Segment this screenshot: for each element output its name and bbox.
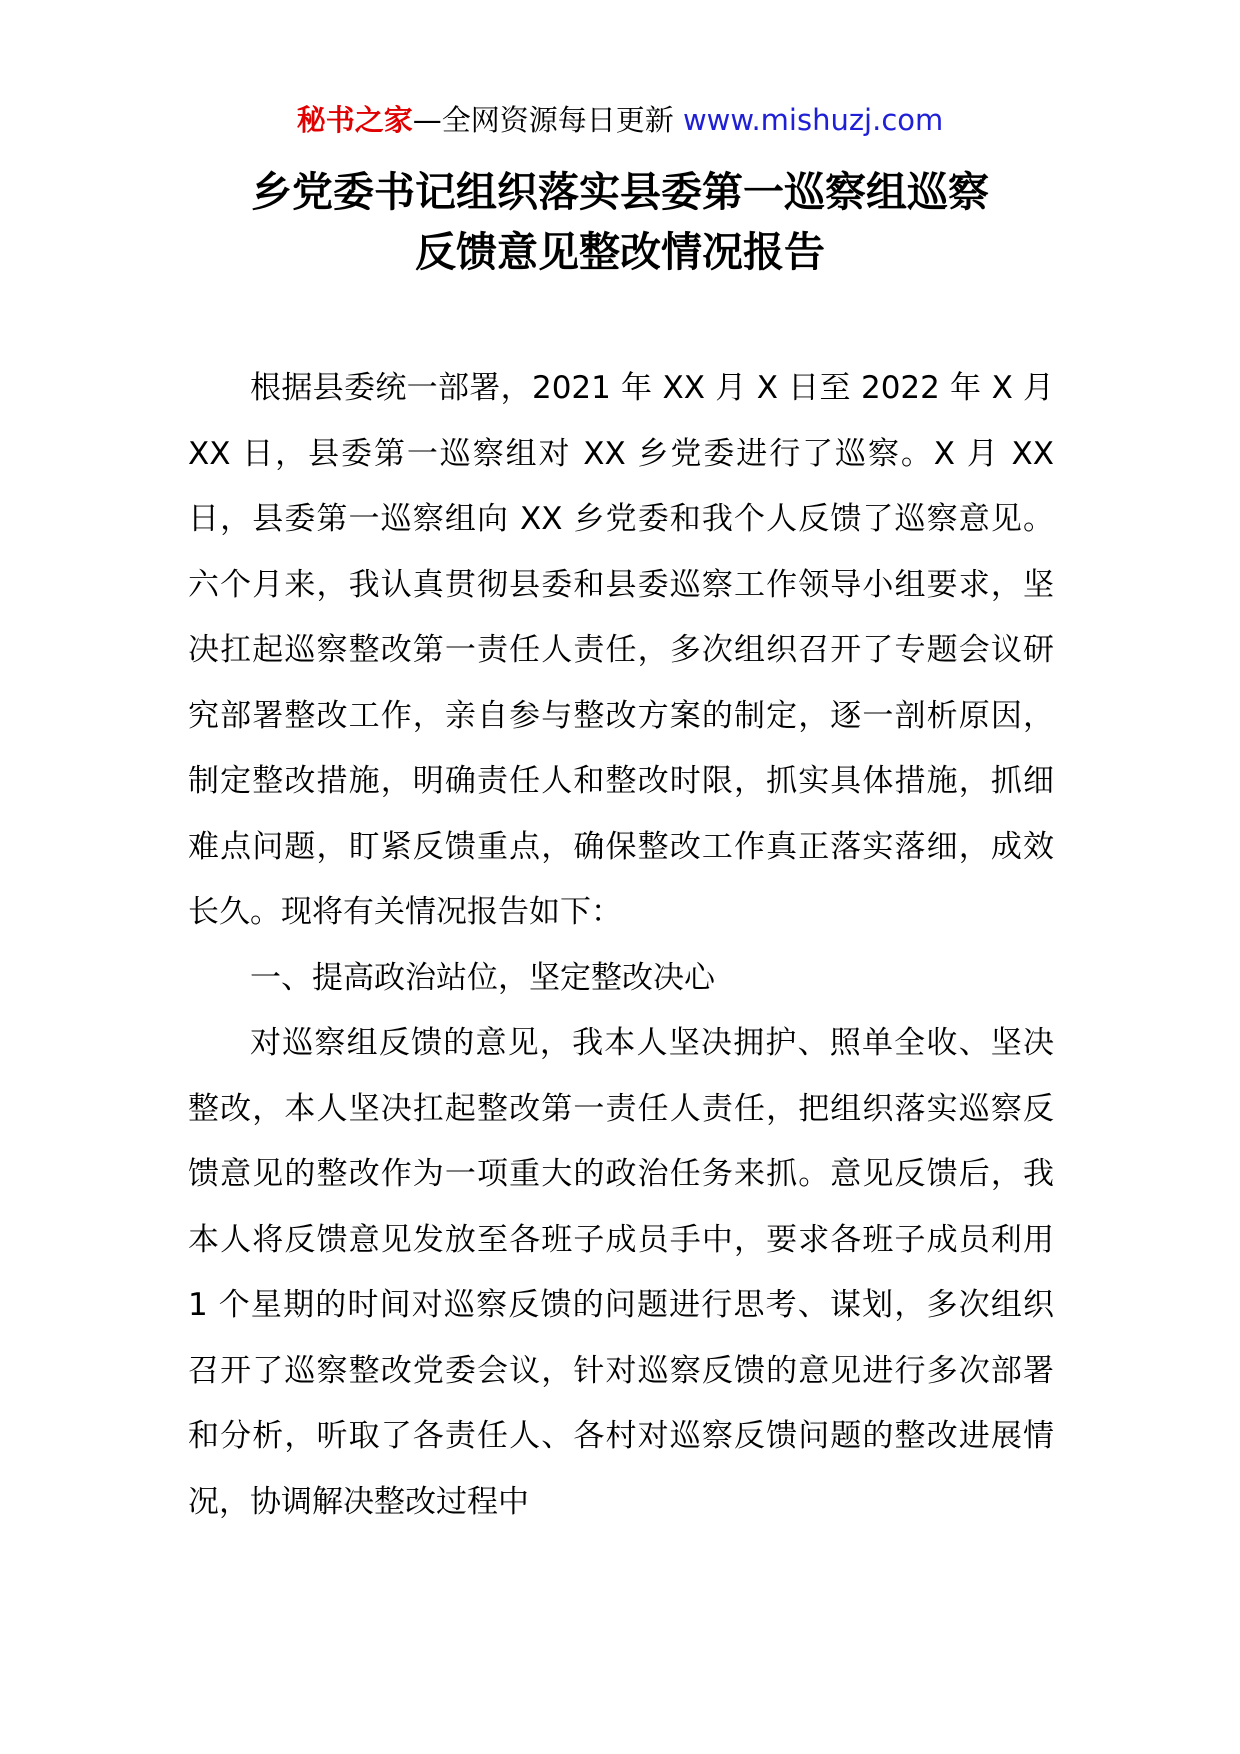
site-header	[0, 100, 1240, 140]
document-body	[188, 356, 1054, 1535]
document-title	[0, 162, 1240, 282]
section-heading-1: 一、提高政治站位，坚定整改决心	[250, 959, 715, 996]
title-line-1: 乡党委书记组织落实县委第一巡察组巡察	[251, 168, 989, 216]
paragraph-intro: 根据县委统一部署，2021 年 XX 月 X 日至 2022 年 X 月 XX 日，县委第一巡察组对 XX 乡党委进行了巡察。X 月 XX 日，县委第一巡察组向 XX 乡党委和我个人反馈了巡察意见。六个月来，我认真贯彻县委和县委巡察工作领导小组要求，坚决扛起巡察整改第一责任人责任，多次组织召开了专题会议研究部署整改工作，亲自参与整改方案的制定，逐一剖析原因，制定整改措施，明确责任人和整改时限，抓实具体措施，抓细难点问题，盯紧反馈重点，确保整改工作真正落实落细，成效长久。现将有关情况报告如下：	[188, 370, 1054, 930]
paragraph-section-1: 对巡察组反馈的意见，我本人坚决拥护、照单全收、坚决整改，本人坚决扛起整改第一责任人责任，把组织落实巡察反馈意见的整改作为一项重大的政治任务来抓。意见反馈后，我本人将反馈意见发放至各班子成员手中，要求各班子成员利用 1 个星期的时间对巡察反馈的问题进行思考、谋划，多次组织召开了巡察整改党委会议，针对巡察反馈的意见进行多次部署和分析，听取了各责任人、各村对巡察反馈问题的整改进展情况，协调解决整改过程中	[188, 1025, 1054, 1520]
site-url-link[interactable]: www.mishuzj.com	[682, 103, 944, 137]
brand-name: 秘书之家	[296, 103, 413, 137]
header-tagline: —全网资源每日更新	[412, 103, 674, 137]
title-line-2: 反馈意见整改情况报告	[415, 228, 825, 276]
